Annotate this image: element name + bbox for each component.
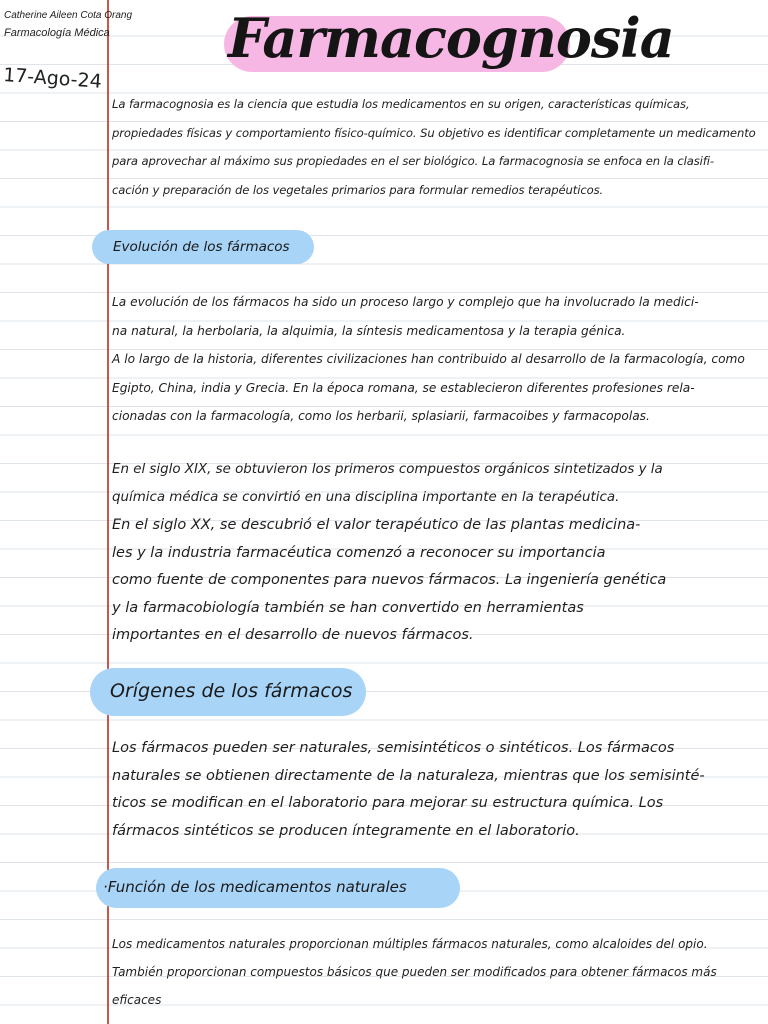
author-name: Catherine Aileen Cota Orang	[4, 10, 133, 21]
origenes-heading: Orígenes de los fármacos	[110, 680, 353, 702]
evolucion-paragraph-3: En el siglo XX, se descubrió el valor terapéutico de las plantas medicina- les y la industria farmacéutica comenzó a reconocer su importancia como fuente de componentes para nuevos fármacos. La ingeniería genética y la farmacobiología también se han convertido en herramientas importantes en el desarrollo de nuevos fármacos.	[112, 517, 667, 643]
origenes-paragraph: Los fármacos pueden ser naturales, semisintéticos o sintéticos. Los fármacos naturales se obtienen directamente de la naturaleza, mientras que los semisinté- ticos se modifican en el laboratorio para mejorar su estructura química. Los fármacos sintéticos se producen íntegramente en el laboratorio.	[112, 740, 705, 839]
evolucion-paragraph-1: La evolución de los fármacos ha sido un proceso largo y complejo que ha involucrado la medici- na natural, la herbolaria, la alquimia, la síntesis medicamentosa y la terapia génica. A lo largo de la historia, diferentes civilizaciones han contribuido al desarrollo de la farmacología, como Egipto, China, india y Grecia. En la época romana, se establecieron diferentes profesiones rela- cionadas con la farmacología, como los herbarii, splasiarii, farmacoibes y farmacopolas.	[112, 295, 745, 423]
evolucion-paragraph-2: En el siglo XIX, se obtuvieron los primeros compuestos orgánicos sintetizados y la química médica se convirtió en una disciplina importante en la terapéutica.	[112, 462, 663, 505]
page-title: Farmacognosia	[228, 6, 674, 70]
funcion-paragraph: Los medicamentos naturales proporcionan múltiples fármacos naturales, como alcaloides del opio. También proporcionan compuestos básicos que pueden ser modificados para obtener fármacos más eficaces	[112, 937, 717, 1007]
course-name: Farmacología Médica	[4, 27, 110, 39]
intro-paragraph: La farmacognosia es la ciencia que estudia los medicamentos en su origen, características químicas, propiedades físicas y comportamiento físico-químico. Su objetivo es identificar completamente un medicamento para aprovechar al máximo sus propiedades en el ser biológico. La farmacognosia se enfoca en la clasifi- cación y preparación de los vegetales primarios para formular remedios terapéuticos.	[112, 97, 756, 197]
funcion-heading: ·Función de los medicamentos naturales	[103, 878, 407, 896]
note-date: 17-Ago-24	[2, 64, 103, 93]
evolucion-heading: Evolución de los fármacos	[113, 239, 290, 255]
